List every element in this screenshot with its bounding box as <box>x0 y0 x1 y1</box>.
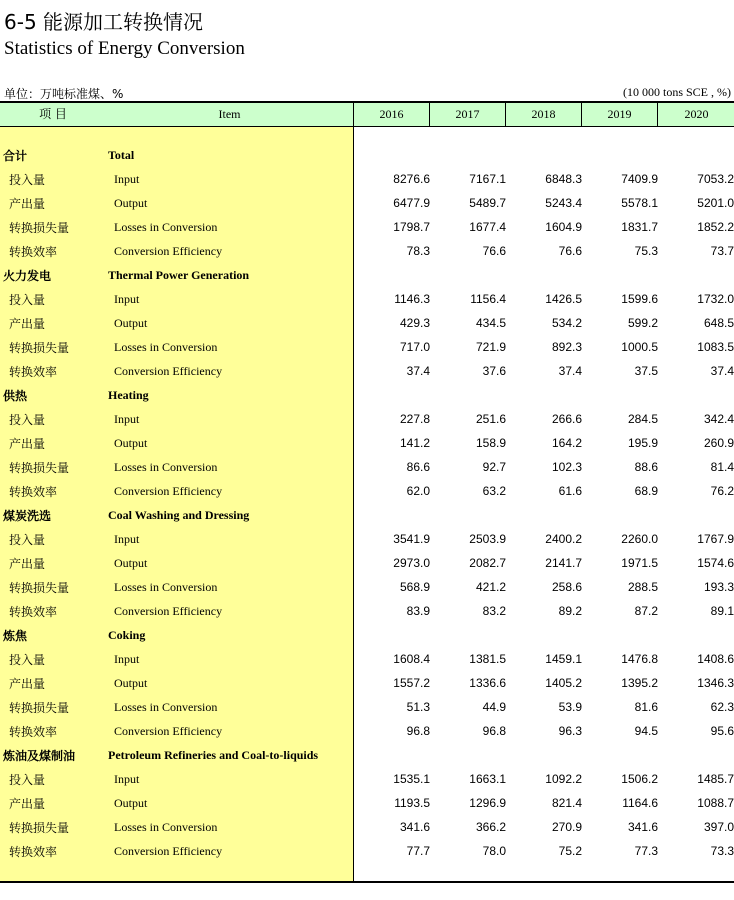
value-cell-2020: 193.3 <box>703 580 734 594</box>
value-cell-2018: 258.6 <box>551 580 582 594</box>
value-cell-2020: 73.3 <box>710 844 734 858</box>
value-cell-2018: 75.2 <box>558 844 582 858</box>
row-label-en: Output <box>114 556 148 570</box>
value-cell-2020: 5201.0 <box>697 196 734 210</box>
value-cell-2017: 421.2 <box>475 580 506 594</box>
value-cell-2020: 342.4 <box>703 412 734 426</box>
value-cell-2016: 568.9 <box>399 580 430 594</box>
value-cell-2017: 1336.6 <box>469 676 506 690</box>
value-cell-2018: 96.3 <box>558 724 582 738</box>
value-cell-2018: 53.9 <box>558 700 582 714</box>
value-cell-2019: 94.5 <box>634 724 658 738</box>
table-row <box>0 817 734 841</box>
value-cell-2018: 534.2 <box>551 316 582 330</box>
row-label-zh: 转换效率 <box>9 245 58 259</box>
table-row <box>0 193 734 217</box>
group-row <box>0 145 734 169</box>
header-year-2020: 2020 <box>658 103 734 126</box>
value-cell-2018: 76.6 <box>558 244 582 258</box>
value-cell-2019: 1831.7 <box>621 220 658 234</box>
value-cell-2017: 1381.5 <box>469 652 506 666</box>
row-label-zh: 投入量 <box>9 293 46 307</box>
value-cell-2017: 158.9 <box>475 436 506 450</box>
group-label-zh: 火力发电 <box>3 269 52 283</box>
value-cell-2018: 270.9 <box>551 820 582 834</box>
table-bottom-rule <box>0 881 734 883</box>
value-cell-2020: 397.0 <box>703 820 734 834</box>
row-label-zh: 投入量 <box>9 653 46 667</box>
table-row <box>0 721 734 745</box>
row-label-en: Input <box>114 772 140 786</box>
value-cell-2019: 2260.0 <box>621 532 658 546</box>
row-label-zh: 转换损失量 <box>9 581 70 595</box>
value-cell-2018: 1459.1 <box>545 652 582 666</box>
value-cell-2017: 366.2 <box>475 820 506 834</box>
value-cell-2020: 1574.6 <box>697 556 734 570</box>
table-row <box>0 457 734 481</box>
value-cell-2016: 96.8 <box>406 724 430 738</box>
header-item-zh: 项 目 <box>0 103 106 126</box>
group-label-zh: 炼油及煤制油 <box>3 749 76 763</box>
value-cell-2019: 341.6 <box>627 820 658 834</box>
row-label-zh: 产出量 <box>9 197 46 211</box>
group-row <box>0 745 734 769</box>
group-label-zh: 合计 <box>3 149 28 163</box>
table-row <box>0 313 734 337</box>
value-cell-2019: 1000.5 <box>621 340 658 354</box>
value-cell-2019: 88.6 <box>634 460 658 474</box>
value-cell-2020: 1408.6 <box>697 652 734 666</box>
row-label-en: Output <box>114 676 148 690</box>
header-year-2016: 2016 <box>354 103 430 126</box>
value-cell-2016: 1535.1 <box>393 772 430 786</box>
row-label-zh: 转换效率 <box>9 485 58 499</box>
value-cell-2020: 1767.9 <box>697 532 734 546</box>
value-cell-2016: 1557.2 <box>393 676 430 690</box>
table-row <box>0 649 734 673</box>
value-cell-2016: 83.9 <box>406 604 430 618</box>
row-label-en: Losses in Conversion <box>114 460 218 474</box>
table-row <box>0 481 734 505</box>
value-cell-2017: 63.2 <box>482 484 506 498</box>
value-cell-2017: 1296.9 <box>469 796 506 810</box>
value-cell-2017: 92.7 <box>482 460 506 474</box>
value-cell-2017: 2503.9 <box>469 532 506 546</box>
value-cell-2016: 3541.9 <box>393 532 430 546</box>
row-label-zh: 转换损失量 <box>9 221 70 235</box>
row-label-zh: 投入量 <box>9 773 46 787</box>
value-cell-2019: 1395.2 <box>621 676 658 690</box>
group-label-zh: 炼焦 <box>3 629 28 643</box>
value-cell-2017: 1156.4 <box>470 292 506 306</box>
value-cell-2019: 77.3 <box>634 844 658 858</box>
value-cell-2020: 89.1 <box>710 604 734 618</box>
value-cell-2020: 1485.7 <box>697 772 734 786</box>
header-year-2017: 2017 <box>430 103 506 126</box>
group-label-en: Petroleum Refineries and Coal-to-liquids <box>108 748 319 762</box>
value-cell-2016: 141.2 <box>399 436 430 450</box>
value-cell-2018: 37.4 <box>558 364 582 378</box>
value-cell-2017: 5489.7 <box>469 196 506 210</box>
table-body <box>0 145 734 865</box>
value-cell-2020: 76.2 <box>710 484 734 498</box>
value-cell-2017: 37.6 <box>482 364 506 378</box>
value-cell-2020: 260.9 <box>703 436 734 450</box>
value-cell-2020: 1852.2 <box>697 220 734 234</box>
value-cell-2019: 87.2 <box>634 604 658 618</box>
value-cell-2017: 721.9 <box>475 340 506 354</box>
value-cell-2019: 1164.6 <box>622 796 658 810</box>
value-cell-2018: 1092.2 <box>545 772 582 786</box>
row-label-en: Conversion Efficiency <box>114 724 223 738</box>
value-cell-2018: 61.6 <box>558 484 582 498</box>
row-label-en: Output <box>114 796 148 810</box>
row-label-zh: 产出量 <box>9 677 46 691</box>
row-label-zh: 产出量 <box>9 557 46 571</box>
group-row <box>0 265 734 289</box>
value-cell-2016: 1798.7 <box>393 220 430 234</box>
table-row <box>0 841 734 865</box>
value-cell-2019: 5578.1 <box>621 196 658 210</box>
value-cell-2020: 81.4 <box>710 460 734 474</box>
value-cell-2017: 2082.7 <box>469 556 506 570</box>
row-label-zh: 转换损失量 <box>9 461 70 475</box>
value-cell-2020: 1732.0 <box>697 292 734 306</box>
unit-label-zh: 单位：万吨标准煤、% <box>4 87 124 101</box>
group-row <box>0 505 734 529</box>
value-cell-2020: 1088.7 <box>697 796 734 810</box>
value-cell-2018: 1604.9 <box>545 220 582 234</box>
table-header <box>0 103 734 127</box>
row-label-zh: 投入量 <box>9 413 46 427</box>
row-label-zh: 投入量 <box>9 173 46 187</box>
row-label-en: Output <box>114 316 148 330</box>
table-row <box>0 337 734 361</box>
value-cell-2020: 95.6 <box>710 724 734 738</box>
value-cell-2017: 1677.4 <box>469 220 506 234</box>
value-cell-2016: 2973.0 <box>393 556 430 570</box>
table-title-zh: 6-5 能源加工转换情况 <box>4 10 204 34</box>
value-cell-2018: 1405.2 <box>545 676 582 690</box>
row-label-en: Conversion Efficiency <box>114 604 223 618</box>
value-cell-2017: 76.6 <box>482 244 506 258</box>
value-cell-2017: 96.8 <box>482 724 506 738</box>
group-label-zh: 煤炭洗选 <box>3 509 52 523</box>
value-cell-2017: 44.9 <box>482 700 506 714</box>
value-cell-2018: 89.2 <box>558 604 582 618</box>
table-row <box>0 577 734 601</box>
table-row <box>0 217 734 241</box>
row-label-en: Conversion Efficiency <box>114 244 223 258</box>
value-cell-2018: 5243.4 <box>545 196 582 210</box>
row-label-en: Losses in Conversion <box>114 820 218 834</box>
value-cell-2016: 78.3 <box>406 244 430 258</box>
value-cell-2016: 8276.6 <box>393 172 430 186</box>
table-row <box>0 241 734 265</box>
group-label-en: Coal Washing and Dressing <box>108 508 250 522</box>
group-label-en: Total <box>108 148 135 162</box>
value-cell-2018: 2400.2 <box>545 532 582 546</box>
group-label-en: Coking <box>108 628 146 642</box>
value-cell-2018: 164.2 <box>551 436 582 450</box>
value-cell-2018: 1426.5 <box>545 292 582 306</box>
value-cell-2020: 73.7 <box>710 244 734 258</box>
value-cell-2017: 7167.1 <box>469 172 506 186</box>
value-cell-2018: 821.4 <box>551 796 582 810</box>
value-cell-2016: 62.0 <box>406 484 430 498</box>
table-row <box>0 361 734 385</box>
row-label-en: Input <box>114 172 140 186</box>
row-label-en: Conversion Efficiency <box>114 484 223 498</box>
row-label-zh: 产出量 <box>9 317 46 331</box>
value-cell-2016: 6477.9 <box>393 196 430 210</box>
value-cell-2016: 717.0 <box>399 340 430 354</box>
value-cell-2020: 7053.2 <box>697 172 734 186</box>
value-cell-2017: 83.2 <box>482 604 506 618</box>
row-label-en: Conversion Efficiency <box>114 844 223 858</box>
row-label-zh: 转换效率 <box>9 725 58 739</box>
value-cell-2020: 62.3 <box>710 700 734 714</box>
value-cell-2016: 77.7 <box>406 844 430 858</box>
row-label-zh: 转换损失量 <box>9 821 70 835</box>
group-label-en: Heating <box>108 388 149 402</box>
row-label-zh: 转换损失量 <box>9 701 70 715</box>
group-label-en: Thermal Power Generation <box>108 268 250 282</box>
row-label-en: Losses in Conversion <box>114 220 218 234</box>
row-label-zh: 转换效率 <box>9 605 58 619</box>
value-cell-2019: 1476.8 <box>621 652 658 666</box>
row-label-en: Input <box>114 292 140 306</box>
value-cell-2020: 1346.3 <box>697 676 734 690</box>
table-title-en: Statistics of Energy Conversion <box>4 38 245 59</box>
table-row <box>0 793 734 817</box>
row-label-en: Input <box>114 652 140 666</box>
table-row <box>0 289 734 313</box>
value-cell-2020: 648.5 <box>703 316 734 330</box>
value-cell-2019: 1599.6 <box>621 292 658 306</box>
value-cell-2016: 429.3 <box>399 316 430 330</box>
value-cell-2019: 288.5 <box>627 580 658 594</box>
value-cell-2018: 266.6 <box>551 412 582 426</box>
value-cell-2018: 2141.7 <box>545 556 582 570</box>
value-cell-2017: 251.6 <box>475 412 506 426</box>
value-cell-2016: 1608.4 <box>393 652 430 666</box>
row-label-zh: 产出量 <box>9 437 46 451</box>
table-row <box>0 553 734 577</box>
value-cell-2018: 892.3 <box>551 340 582 354</box>
table-row <box>0 409 734 433</box>
value-cell-2019: 7409.9 <box>621 172 658 186</box>
row-label-zh: 产出量 <box>9 797 46 811</box>
value-cell-2016: 227.8 <box>399 412 430 426</box>
value-cell-2019: 37.5 <box>634 364 658 378</box>
row-label-en: Conversion Efficiency <box>114 364 223 378</box>
table-row <box>0 433 734 457</box>
table-row <box>0 529 734 553</box>
value-cell-2016: 86.6 <box>406 460 430 474</box>
group-label-zh: 供热 <box>3 389 28 403</box>
value-cell-2019: 195.9 <box>627 436 658 450</box>
row-label-zh: 转换损失量 <box>9 341 70 355</box>
header-year-2018: 2018 <box>506 103 582 126</box>
value-cell-2019: 1506.2 <box>621 772 658 786</box>
row-label-en: Output <box>114 436 148 450</box>
row-label-zh: 转换效率 <box>9 845 58 859</box>
value-cell-2020: 1083.5 <box>697 340 734 354</box>
value-cell-2019: 68.9 <box>634 484 658 498</box>
row-label-en: Input <box>114 412 140 426</box>
table-row <box>0 697 734 721</box>
table-row <box>0 169 734 193</box>
group-row <box>0 385 734 409</box>
row-label-en: Losses in Conversion <box>114 340 218 354</box>
value-cell-2016: 1146.3 <box>394 292 430 306</box>
value-cell-2017: 78.0 <box>482 844 506 858</box>
value-cell-2019: 599.2 <box>627 316 658 330</box>
value-cell-2018: 6848.3 <box>545 172 582 186</box>
value-cell-2016: 1193.5 <box>394 796 430 810</box>
table-row <box>0 673 734 697</box>
row-label-en: Losses in Conversion <box>114 580 218 594</box>
row-label-en: Input <box>114 532 140 546</box>
row-label-zh: 投入量 <box>9 533 46 547</box>
value-cell-2019: 75.3 <box>634 244 658 258</box>
table-row <box>0 769 734 793</box>
row-label-en: Losses in Conversion <box>114 700 218 714</box>
value-cell-2017: 434.5 <box>475 316 506 330</box>
header-year-2019: 2019 <box>582 103 658 126</box>
value-cell-2019: 284.5 <box>627 412 658 426</box>
value-cell-2017: 1663.1 <box>469 772 506 786</box>
row-label-zh: 转换效率 <box>9 365 58 379</box>
row-label-en: Output <box>114 196 148 210</box>
group-row <box>0 625 734 649</box>
header-item-en: Item <box>106 103 354 126</box>
value-cell-2019: 1971.5 <box>621 556 658 570</box>
value-cell-2016: 37.4 <box>406 364 430 378</box>
value-cell-2018: 102.3 <box>551 460 582 474</box>
value-cell-2016: 341.6 <box>399 820 430 834</box>
unit-label-en: (10 000 tons SCE , %) <box>623 85 731 99</box>
value-cell-2019: 81.6 <box>634 700 658 714</box>
table-row <box>0 601 734 625</box>
value-cell-2020: 37.4 <box>710 364 734 378</box>
value-cell-2016: 51.3 <box>406 700 430 714</box>
